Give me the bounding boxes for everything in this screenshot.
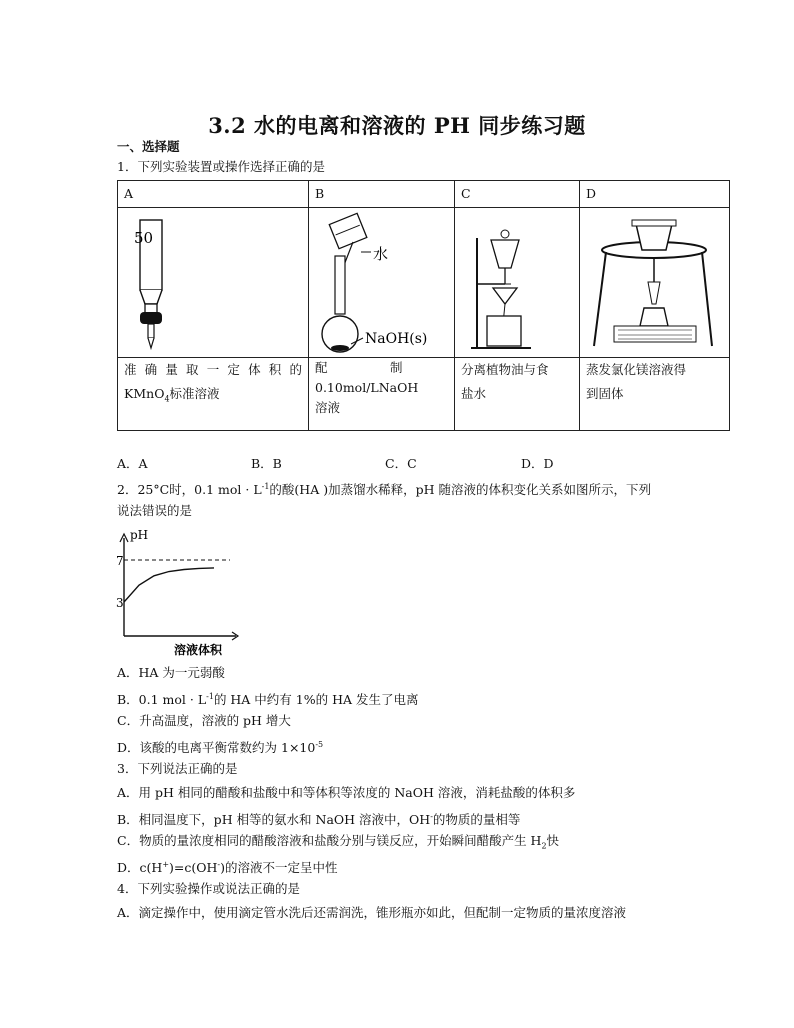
- q1-option-d[interactable]: D．D: [521, 456, 554, 471]
- naoh-label: NaOH(s): [365, 331, 428, 347]
- q2-option-c[interactable]: C．升高温度，溶液的 pH 增大: [117, 713, 291, 728]
- q1-header-c: C: [455, 181, 580, 208]
- burette-illustration: [124, 208, 302, 354]
- q1-stem: 1．下列实验装置或操作选择正确的是: [117, 159, 325, 174]
- evaporation-illustration: [586, 208, 723, 354]
- alcohol-lamp: [640, 308, 668, 326]
- y-axis-label: pH: [130, 528, 149, 542]
- q1-image-d-cell: [580, 208, 730, 358]
- q1-desc-d: 蒸发氯化镁溶液得 到固体: [580, 358, 730, 431]
- water-label: 水: [373, 245, 389, 263]
- page-title: 3.2 水的电离和溶液的 PH 同步练习题: [208, 113, 586, 138]
- q3-stem: 3．下列说法正确的是: [117, 761, 238, 776]
- funnel: [491, 240, 519, 268]
- q4-stem: 4．下列实验操作或说法正确的是: [117, 881, 300, 896]
- q1-image-b-cell: [309, 208, 455, 358]
- beaker: [329, 213, 367, 248]
- q3-option-b[interactable]: B．相同温度下，pH 相等的氨水和 NaOH 溶液中，OH-的物质的量相等: [117, 812, 521, 828]
- q1-header-a: A: [118, 181, 309, 208]
- ph-dilution-chart: [112, 524, 242, 660]
- q4-option-a[interactable]: A．滴定操作中，使用滴定管水洗后还需润洗，锥形瓶亦如此，但配制一定物质的量浓度溶液: [117, 905, 627, 920]
- separatory-funnel-illustration: [461, 208, 573, 354]
- ph-curve: [124, 568, 214, 602]
- q3-option-d[interactable]: D．c(H+)=c(OH-)的溶液不一定呈中性: [117, 860, 338, 876]
- burette-tick-label: 50: [134, 229, 154, 247]
- q1-option-b[interactable]: B．B: [251, 456, 282, 471]
- q2-option-b[interactable]: B．0.1 mol · $L^{-1}$的 HA 中约有 1%的 HA 发生了电离: [117, 692, 419, 708]
- q1-table: [117, 180, 730, 431]
- receiving-beaker: [487, 316, 521, 346]
- q2-stem-line2: 说法错误的是: [117, 503, 193, 518]
- q1-header-b: B: [309, 181, 455, 208]
- q1-desc-a: 准确量取一定体积的 KMnO$_4$标准溶液: [118, 358, 309, 431]
- q3-option-c[interactable]: C．物质的量浓度相同的醋酸溶液和盐酸分别与镁反应，开始瞬间醋酸产生 $H_2$快: [117, 833, 560, 851]
- q1-header-d: D: [580, 181, 730, 208]
- q1-image-c-cell: [455, 208, 580, 358]
- rubber-tube: [140, 312, 162, 324]
- x-axis-label: 溶液体积: [174, 643, 223, 657]
- q2-stem-line1: 2．25°C时，0.1 mol · $L^{-1}$的酸(HA )加蒸馏水稀释，pH 随溶液的体积变化关系如图所示，下列: [117, 482, 651, 498]
- q2-option-d[interactable]: D．该酸的电离平衡常数约为 $1\times 10^{-5}$: [117, 740, 324, 756]
- volumetric-flask-illustration: [315, 208, 448, 354]
- q1-option-a[interactable]: A．A: [117, 456, 148, 471]
- q2-option-a[interactable]: A．HA 为一元弱酸: [117, 665, 225, 680]
- q1-desc-c: 分离植物油与食 盐水: [455, 358, 580, 431]
- wood-block: [614, 326, 696, 342]
- flask-neck: [335, 256, 345, 314]
- y-tick-label-7: 7: [116, 554, 124, 568]
- q3-option-a[interactable]: A．用 pH 相同的醋酸和盐酸中和等体积等浓度的 NaOH 溶液，消耗盐酸的体积多: [117, 785, 576, 800]
- evaporating-dish: [636, 224, 672, 250]
- q1-desc-b: 配 制 0.10mol/LNaOH 溶液: [309, 358, 455, 431]
- section-heading: 一、选择题: [117, 139, 180, 154]
- q1-image-a-cell: [118, 208, 309, 358]
- y-tick-label-3: 3: [116, 596, 124, 610]
- q1-option-c[interactable]: C．C: [385, 456, 417, 471]
